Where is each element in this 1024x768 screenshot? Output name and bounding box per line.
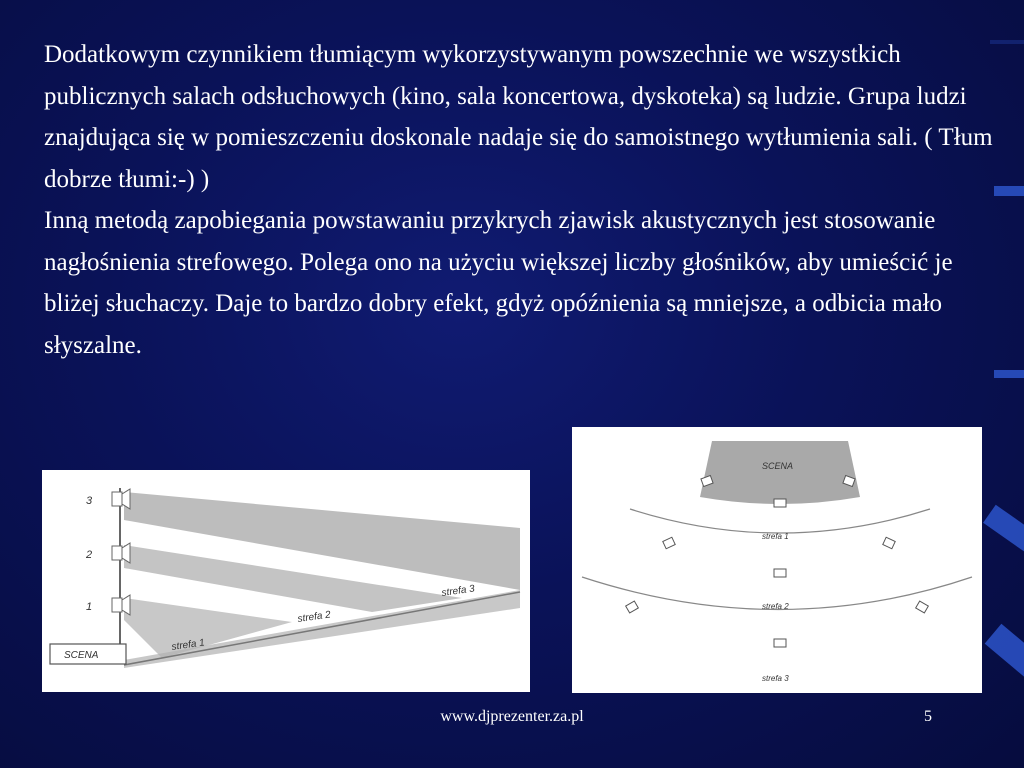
speaker-2-icon <box>112 543 130 563</box>
speaker-number-3: 3 <box>86 495 93 507</box>
stage-label: SCENA <box>762 461 794 471</box>
paragraph-zone-sound: Inną metodą zapobiegania powstawaniu przykrych zjawisk akustycznych jest stosowanie nagłośnienia strefowego. Polega ono na użyciu większej liczby głośników, aby umieścić je bliżej słuchaczy. Daje to bardzo dobry efekt, gdyż opóźnienia są mniejsze, a odbicia mało słyszalne. <box>44 207 953 359</box>
paragraph-people-damping: Dodatkowym czynnikiem tłumiącym wykorzystywanym powszechnie we wszystkich publicznych salach odsłuchowych (kino, sala koncertowa, dyskoteka) są ludzie. Grupa ludzi znajdująca się w pomieszczeniu doskonale nadaje się do samoistnego wytłumienia sali. ( Tłum dobrze tłumi:-) ) <box>44 41 993 193</box>
stage-label: SCENA <box>64 650 99 661</box>
zone-label-1: strefa 1 <box>170 637 206 653</box>
speaker-icon <box>626 476 929 647</box>
page-number: 5 <box>924 708 932 725</box>
zone-label-2: strefa 2 <box>296 609 332 625</box>
zone-label-1: strefa 1 <box>762 532 789 541</box>
speaker-1-icon <box>112 595 130 615</box>
zone-label-2: strefa 2 <box>762 602 789 611</box>
zone-top-view-figure <box>572 427 982 693</box>
speaker-3-icon <box>112 489 130 509</box>
footer-url: www.djprezenter.za.pl <box>440 708 584 725</box>
zone-side-view-figure <box>42 470 530 692</box>
speaker-number-1: 1 <box>86 601 93 613</box>
stage-area <box>700 441 860 504</box>
zone-label-3: strefa 3 <box>762 674 789 683</box>
arc-zone-1 <box>630 509 930 533</box>
speaker-number-2: 2 <box>86 549 93 561</box>
slide-body <box>44 34 994 366</box>
zone-label-3: strefa 3 <box>440 583 476 599</box>
